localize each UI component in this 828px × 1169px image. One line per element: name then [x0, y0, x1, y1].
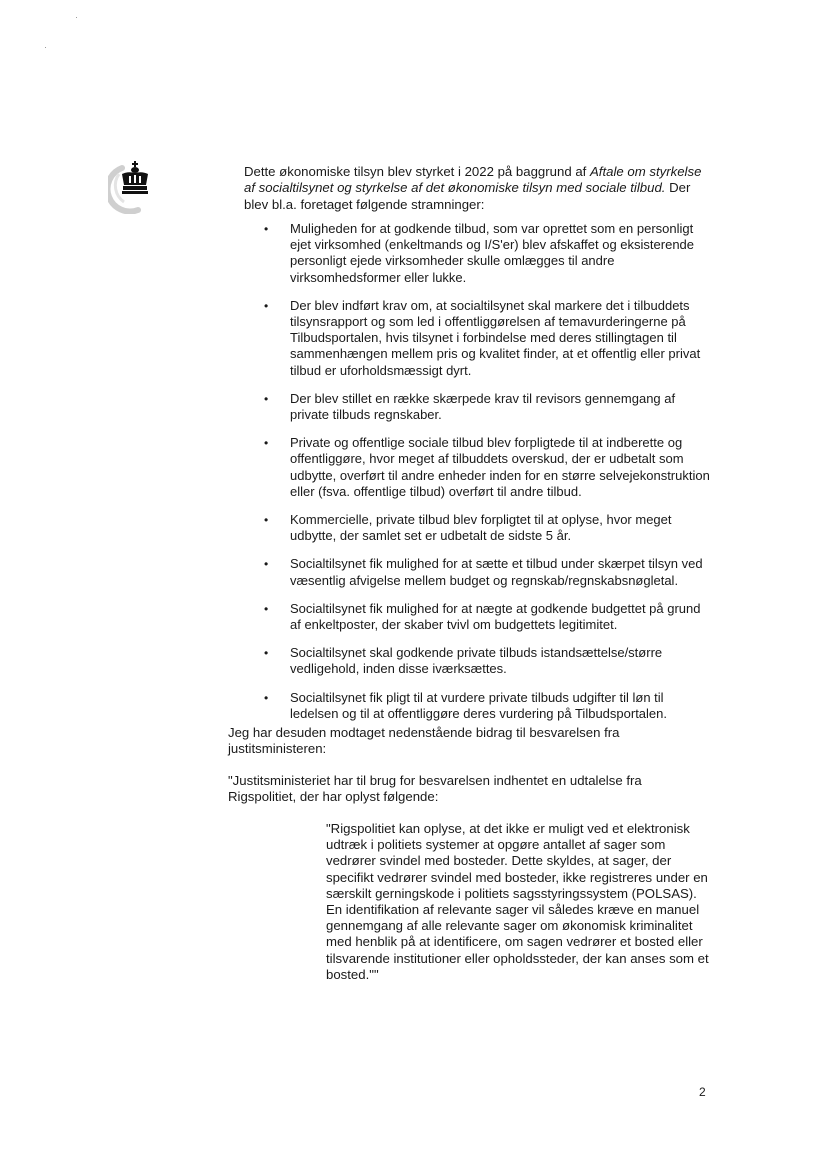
ministry-paragraph: "Justitsministeriet har til brug for besvarelsen indhentet en udtalelse fra Rigspolitiet, der har oplyst følgende:: [228, 773, 642, 805]
agreement-title: Aftale om styrkelse af socialtilsynet og styrkelse af det økonomiske tilsyn med sociale tilbud.: [244, 164, 702, 196]
intro-paragraph: [244, 164, 714, 213]
list-item: • Socialtilsynet fik mulighed for at nægte at godkende budgettet på grund af enkeltposter, der skaber tvivl om budgettets legitimitet.: [260, 601, 712, 633]
list-item: • Der blev indført krav om, at socialtilsynet skal markere det i tilbuddets tilsynsrapport og som led i offentliggørelsen af temavurderingerne på Tilbudsportalen, hvis tilsynet i forbindelse med deres stillingtagen til sammenhængen mellem pris og kvalitet finder, at et offentlig eller privat tilbud er uforholdsmæssigt dyrt.: [260, 298, 712, 379]
scan-speck: [76, 17, 77, 18]
contribution-paragraph: Jeg har desuden modtaget nedenstående bidrag til besvarelsen fra justitsministeren:: [228, 725, 620, 757]
list-item: • Muligheden for at godkende tilbud, som var oprettet som en personligt ejet virksomhed (enkeltmands og I/S'er) blev afskaffet og eksisterende personligt ejede virksomheder skulle omlægges til andre virksomhedsformer eller lukke.: [260, 221, 712, 286]
scan-speck: [45, 47, 46, 48]
list-item: • Private og offentlige sociale tilbud blev forpligtede til at indberette og offentliggøre, hvor meget af tilbuddets overskud, der er udbetalt som udbytte, overført til andre enheder inden for en større selvejekonstruktion eller (fsva. offentlige tilbud) overført til andre tilbud.: [260, 435, 712, 500]
crown-emblem-icon: [108, 158, 162, 214]
list-item: • Der blev stillet en række skærpede krav til revisors gennemgang af private tilbuds regnskaber.: [260, 391, 712, 423]
intro-text-before: Dette økonomiske tilsyn blev styrket i 2022 på baggrund af: [244, 164, 590, 179]
list-item: • Kommercielle, private tilbud blev forpligtet til at oplyse, hvor meget udbytte, der samlet set er udbetalt de sidste 5 år.: [260, 512, 712, 544]
page-number: 2: [699, 1085, 706, 1099]
tightening-list: [260, 221, 712, 722]
list-item: • Socialtilsynet skal godkende private tilbuds istandsættelse/større vedligehold, inden disse iværksættes.: [260, 645, 712, 677]
list-item: • Socialtilsynet fik mulighed for at sætte et tilbud under skærpet tilsyn ved væsentlig afvigelse mellem budget og regnskab/regnskabsnøgletal.: [260, 556, 712, 588]
list-item: • Socialtilsynet fik pligt til at vurdere private tilbuds udgifter til løn til ledelsen og til at offentliggøre deres vurdering på Tilbudsportalen.: [260, 690, 712, 722]
police-quote: "Rigspolitiet kan oplyse, at det ikke er muligt ved et elektronisk udtræk i politiets systemer at opgøre antallet af sager som vedrører svindel med bosteder. Dette skyldes, at sager, der specifikt vedrører svindel med bosteder, ikke registreres under en særskilt gerningskode i politiets sagsstyringssystem (POLSAS). En identifikation af relevante sager vil således kræve en manuel gennemgang af alle relevante sager om økonomisk kriminalitet med henblik på at identificere, om sagen vedrører et bosted eller tilsvarende institutioner eller opholdssteder, der kan anses som et bosted."": [326, 821, 709, 982]
intro-text-after: Der blev bl.a. foretaget følgende stramninger:: [244, 180, 691, 212]
